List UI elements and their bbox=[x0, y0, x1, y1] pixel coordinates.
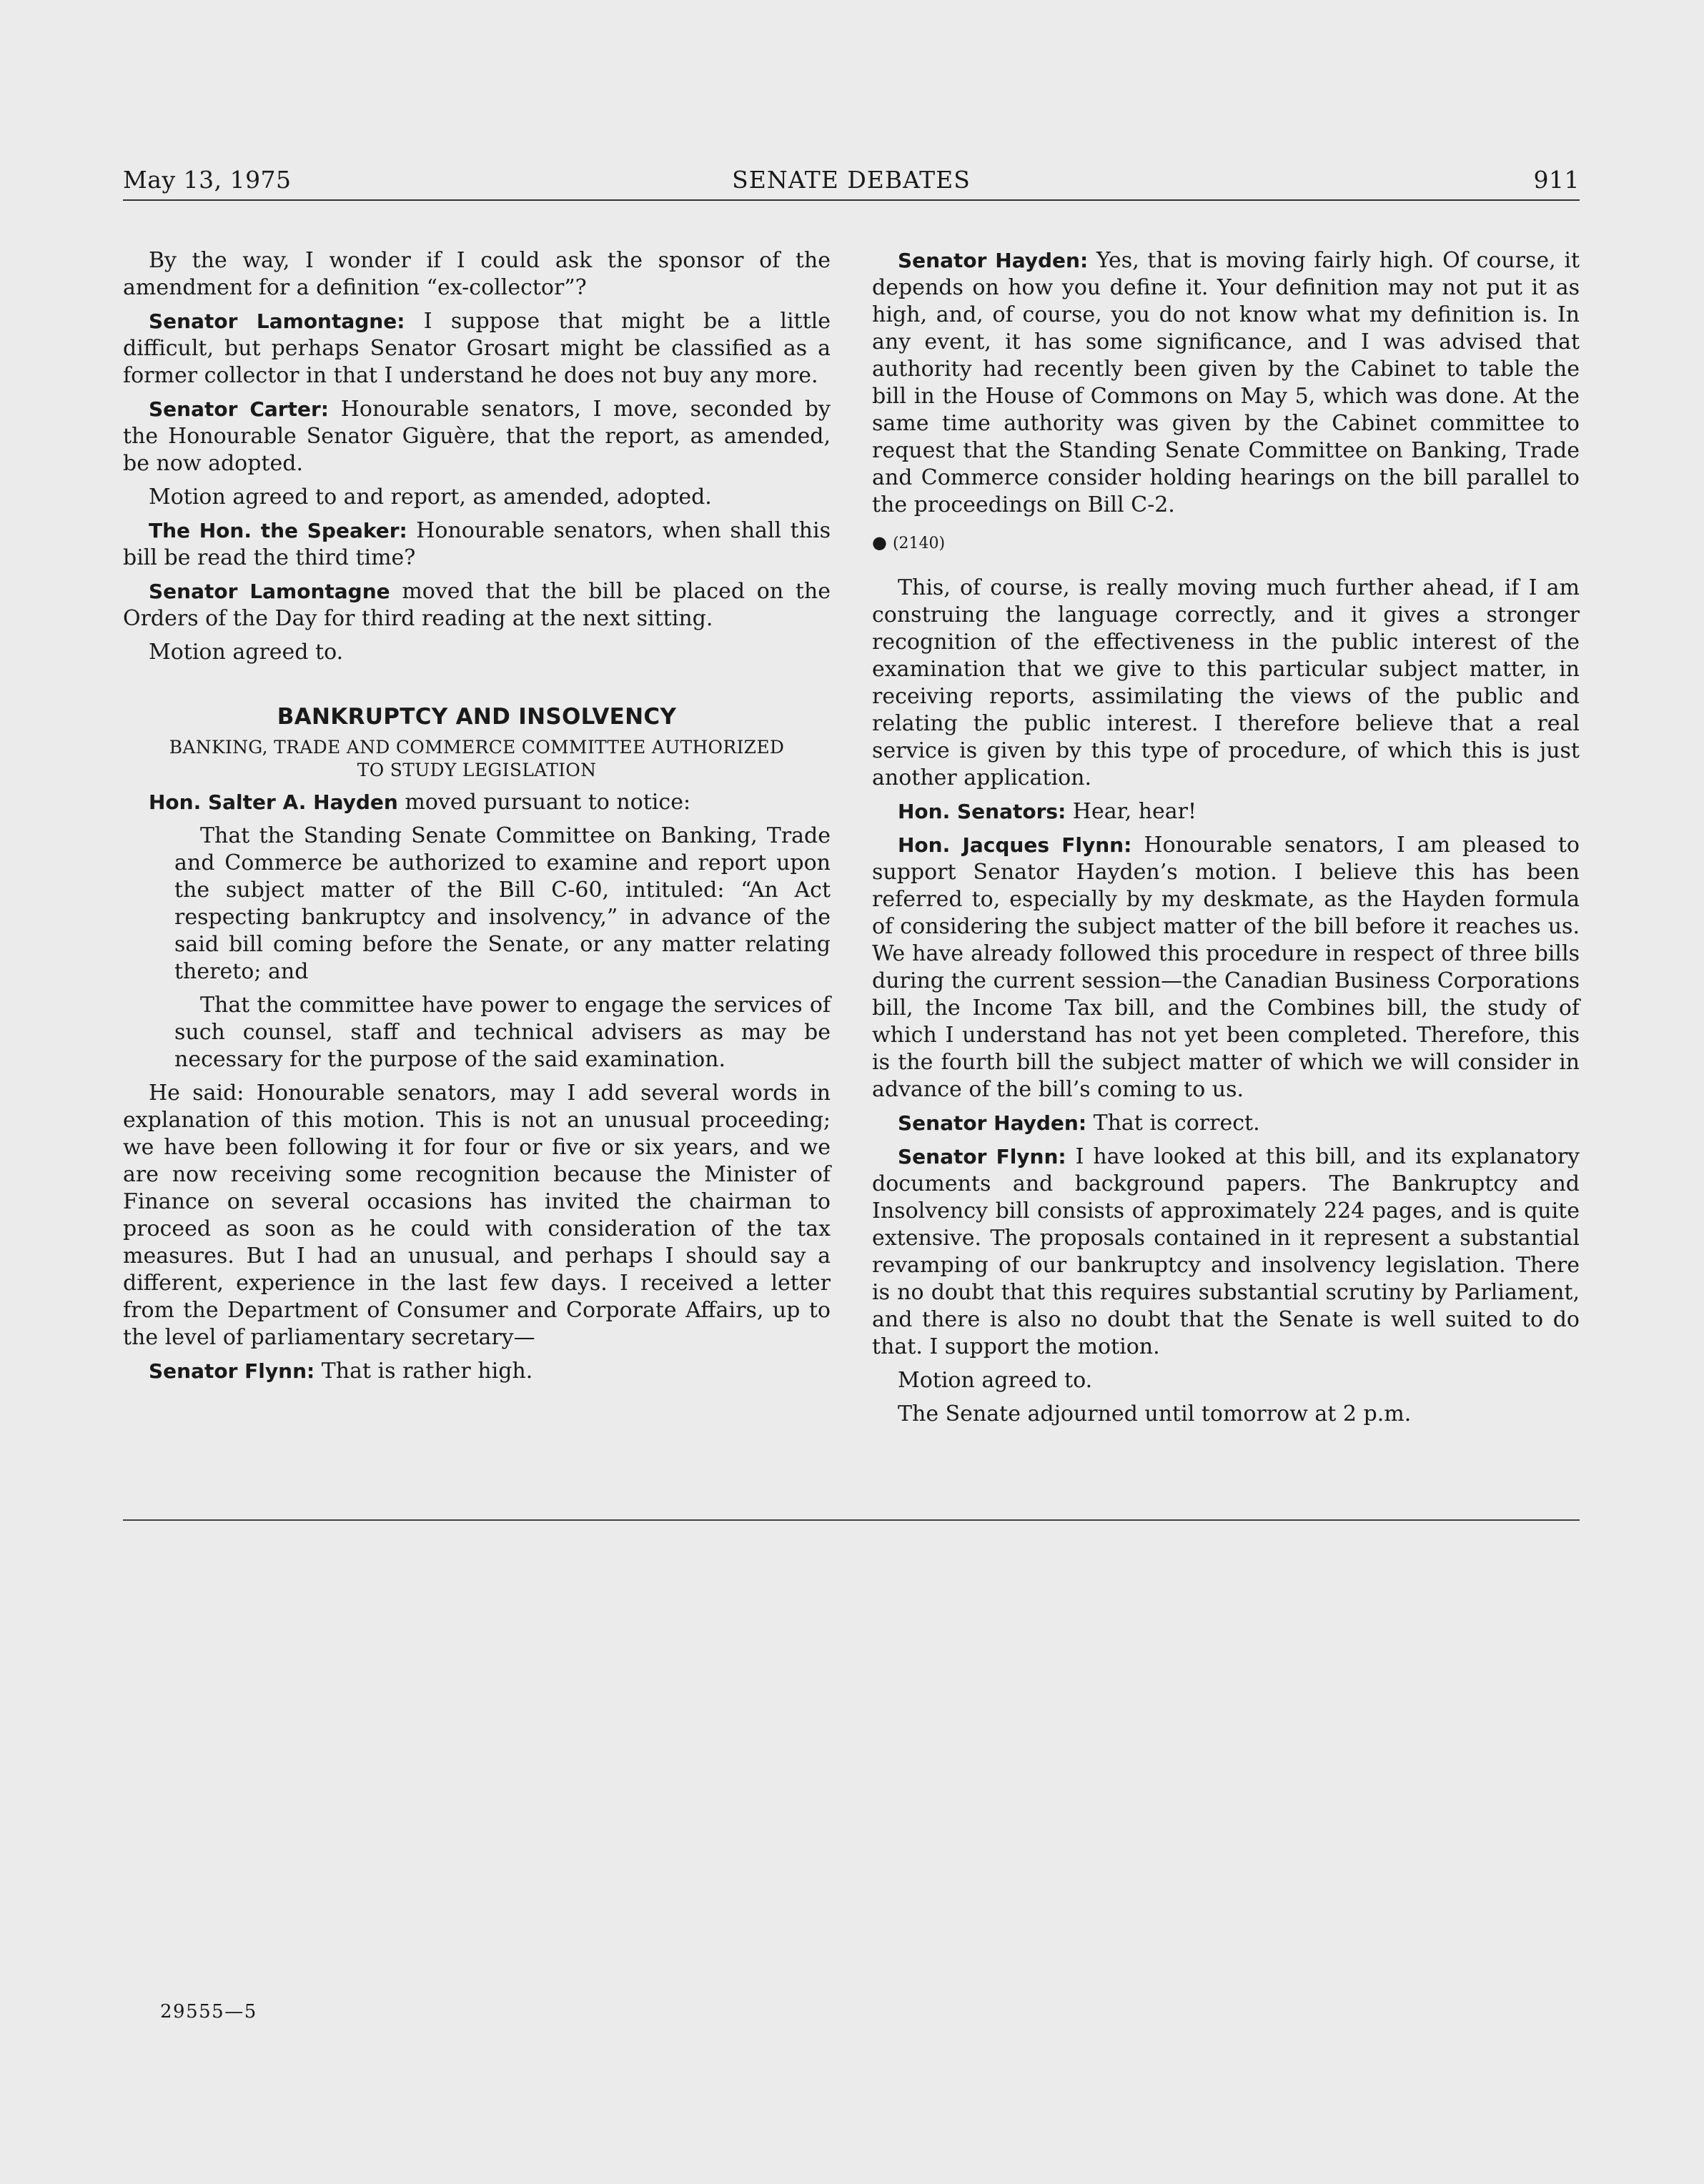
paragraph bbox=[123, 517, 831, 572]
right-column bbox=[872, 247, 1580, 1434]
footer-rule bbox=[123, 1519, 1580, 1521]
paragraph bbox=[872, 1110, 1580, 1137]
paragraph bbox=[123, 578, 831, 632]
speaker-name: Senator Hayden: bbox=[898, 1111, 1087, 1135]
speech-text: Honourable senators, I move, seconded by the Honourable Senator Giguère, that the report, as amended, be now adopted. bbox=[123, 397, 831, 476]
print-code: 29555—5 bbox=[160, 2001, 257, 2022]
section-heading: BANKRUPTCY AND INSOLVENCY bbox=[277, 704, 677, 730]
paragraph bbox=[123, 308, 831, 389]
paragraph: Motion agreed to. bbox=[149, 640, 344, 665]
header-rule bbox=[123, 199, 1580, 201]
speaker-name: Hon. Senators: bbox=[898, 800, 1066, 823]
paragraph bbox=[123, 396, 831, 477]
paragraph bbox=[872, 832, 1580, 1103]
speaker-name: The Hon. the Speaker: bbox=[149, 519, 407, 542]
paragraph: Motion agreed to and report, as amended, adopted. bbox=[149, 485, 712, 510]
motion-quote: That the Standing Senate Committee on Banking, Trade and Commerce be authorized to examine and report upon the subject matter of the Bill C-60, intituled: “An Act respecting bankruptcy and insolvency,” in advance of the said bill coming before the Senate, or any matter relating thereto; and bbox=[174, 823, 831, 984]
speech-text: That is correct. bbox=[1086, 1111, 1260, 1136]
paragraph: This, of course, is really moving much further ahead, if I am construing the language correctly, and it gives a stronger recognition of the effectiveness in the public interest of the examination that we give to this particular subject matter, in receiving reports, assimilating the views of the public and relating the public interest. I therefore believe that a real service is given by this type of procedure, of which this is just another application. bbox=[872, 575, 1580, 790]
paragraph bbox=[123, 1358, 831, 1385]
header-title: SENATE DEBATES bbox=[732, 166, 971, 194]
speaker-name: Hon. Jacques Flynn: bbox=[898, 833, 1132, 857]
speech-text: Yes, that is moving fairly high. Of course, it depends on how you define it. Your definition may not put it as high, and, of course, you do not know what my definition is. In any event, it has some significance, and I was advised that authority had recently been given by the Cabinet to table the bill in the House of Commons on May 5, which was done. At the same time authority was given by the Cabinet committee to request that the Standing Senate Committee on Banking, Trade and Commerce consider holding hearings on the bill parallel to the proceedings on Bill C-2. bbox=[872, 248, 1580, 517]
paragraph: Motion agreed to. bbox=[898, 1368, 1093, 1393]
speech-text: I have looked at this bill, and its explanatory documents and background papers. The Bankruptcy and Insolvency bill consists of approximately 224 pages, and is quite extensive. The proposals contained in it represent a substantial revamping of our bankruptcy and insolvency legislation. There is no doubt that this requires substantial scrutiny by Parliament, and there is also no doubt that the Senate is well suited to do that. I support the motion. bbox=[872, 1144, 1580, 1359]
section-subheading bbox=[123, 736, 831, 782]
speaker-name: Hon. Salter A. Hayden bbox=[149, 790, 398, 814]
paragraph: By the way, I wonder if I could ask the sponsor of the amendment for a definition “ex-collector”? bbox=[123, 248, 831, 300]
header-date: May 13, 1975 bbox=[123, 166, 292, 194]
time-marker bbox=[872, 529, 1580, 557]
speaker-name: Senator Flynn: bbox=[149, 1359, 315, 1383]
header-page-number: 911 bbox=[1533, 166, 1580, 194]
paragraph bbox=[872, 1143, 1580, 1361]
speech-text: Honourable senators, I am pleased to support Senator Hayden’s motion. I believe this has been referred to, especially by my deskmate, as the Hayden formula of considering the subject matter of the bill before it reaches us. We have already followed this procedure in respect of three bills during the current session—the Canadian Business Corporations bill, the Income Tax bill, and the Combines bill, the study of which I understand has not yet been completed. Therefore, this is the fourth bill the subject matter of which we will consider in advance of the bill’s coming to us. bbox=[872, 833, 1580, 1102]
speaker-name: Senator Carter: bbox=[149, 397, 329, 421]
bullet-icon: ● bbox=[872, 532, 887, 552]
speaker-name: Senator Hayden: bbox=[898, 249, 1089, 272]
page-header bbox=[123, 166, 1580, 200]
speech-text: I suppose that might be a little difficult, but perhaps Senator Grosart might be classified as a former collector in that I understand he does not buy any more. bbox=[123, 309, 831, 388]
speaker-name: Senator Lamontagne: bbox=[149, 309, 405, 333]
paragraph bbox=[123, 789, 831, 816]
paragraph: He said: Honourable senators, may I add several words in explanation of this motion. This is not an unusual proceeding; we have been following it for four or five or six years, and we are now receiving some recognition because the Minister of Finance on several occasions has invited the chairman to proceed as soon as he could with consideration of the tax measures. But I had an unusual, and perhaps I should say a different, experience in the last few days. I received a letter from the Department of Consumer and Corporate Affairs, up to the level of parliamentary secretary— bbox=[123, 1081, 831, 1350]
paragraph bbox=[872, 247, 1580, 519]
speech-text: moved that the bill be placed on the Orders of the Day for third reading at the next sitting. bbox=[123, 579, 831, 631]
motion-quote: That the committee have power to engage the services of such counsel, staff and technical advisers as may be necessary for the purpose of the said examination. bbox=[174, 993, 831, 1072]
speaker-name: Senator Flynn: bbox=[898, 1145, 1066, 1168]
subheading-line: BANKING, TRADE AND COMMERCE COMMITTEE AUTHORIZED bbox=[169, 737, 785, 758]
left-column bbox=[123, 247, 831, 1391]
time-marker-label: (2140) bbox=[892, 535, 946, 552]
speech-text: Honourable senators, when shall this bill be read the third time? bbox=[123, 518, 831, 570]
paragraph bbox=[872, 798, 1580, 825]
speech-text: moved pursuant to notice: bbox=[397, 790, 691, 815]
speech-text: That is rather high. bbox=[314, 1359, 533, 1384]
subheading-line: TO STUDY LEGISLATION bbox=[357, 760, 597, 780]
speaker-name: Senator Lamontagne bbox=[149, 580, 390, 603]
paragraph: The Senate adjourned until tomorrow at 2 p.m. bbox=[898, 1401, 1412, 1426]
speech-text: Hear, hear! bbox=[1066, 799, 1197, 824]
